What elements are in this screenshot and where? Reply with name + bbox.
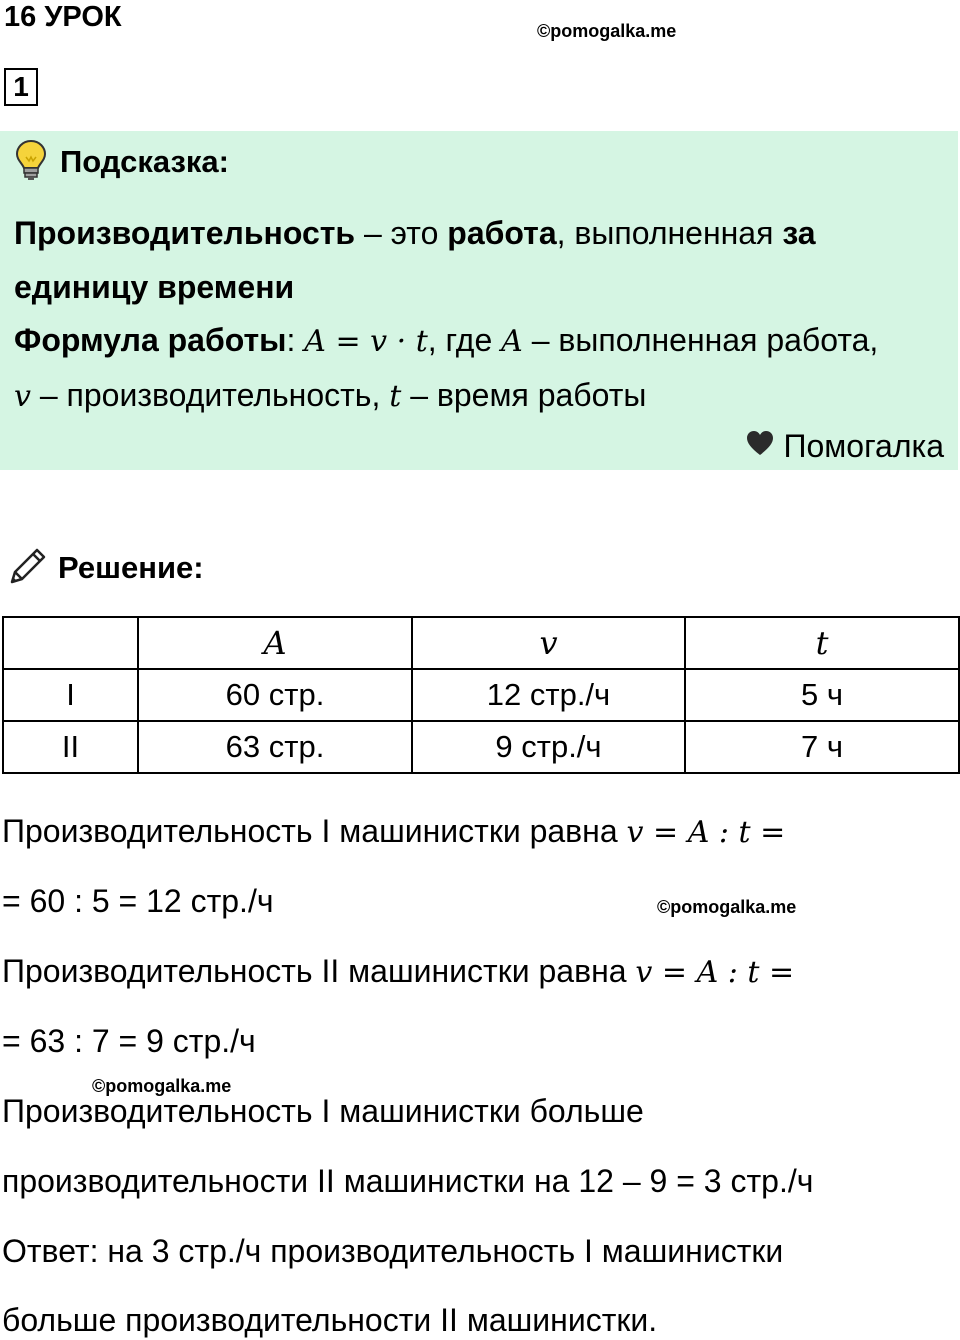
formula-label: Формула работы <box>14 322 287 358</box>
term-work: работа <box>447 215 557 251</box>
table-cell: 5 ч <box>685 669 959 721</box>
watermark-middle: ©pomogalka.me <box>657 897 797 917</box>
table-cell: 12 стр./ч <box>412 669 685 721</box>
table-cell: 63 стр. <box>138 721 412 773</box>
rate-formula: v = A : t = <box>626 815 786 850</box>
solution-header <box>6 543 204 593</box>
solution-line-5: Производительность I машинистки больше <box>2 1093 644 1129</box>
lightbulb-icon <box>14 139 48 186</box>
solution-line-4: = 63 : 7 = 9 стр./ч <box>2 1023 256 1059</box>
table-cell: II <box>3 721 138 773</box>
var-t: t <box>389 378 402 414</box>
text-fragment: – время работы <box>401 376 647 413</box>
text-fragment: Производительность II машинистки равна <box>2 953 636 989</box>
table-header-cell: v <box>412 617 685 669</box>
rate-formula: v = A : t = <box>635 955 795 990</box>
answer-line-2: больше производительности II машинистки. <box>2 1302 658 1338</box>
text-fragment: – это <box>355 215 448 251</box>
table-header-cell <box>3 617 138 669</box>
table-cell: 7 ч <box>685 721 959 773</box>
watermark-top: ©pomogalka.me <box>537 21 677 41</box>
hint-header <box>14 140 229 184</box>
text-fragment: , выполненная <box>556 215 783 251</box>
watermark-bottom: ©pomogalka.me <box>92 1076 232 1096</box>
hint-text <box>14 207 944 423</box>
solution-table <box>2 616 960 774</box>
solution-line-6: производительности II машинистки на 12 – 9 = 3 стр./ч <box>2 1163 814 1199</box>
solution-title: Решение: <box>58 550 204 585</box>
brand-name: Помогалка <box>783 428 944 464</box>
text-fragment: : <box>286 322 305 358</box>
heart-icon <box>745 426 783 466</box>
work-formula: A = v · t <box>304 324 428 359</box>
var-v: v <box>14 378 31 414</box>
text-fragment: – производительность, <box>30 376 390 413</box>
table-row <box>3 669 959 721</box>
table-header-row <box>3 617 959 669</box>
table-cell: I <box>3 669 138 721</box>
lesson-title: 16 УРОК <box>4 1 122 33</box>
task-number: 1 <box>4 68 38 106</box>
var-a: A <box>501 324 523 359</box>
table-header-cell: A <box>138 617 412 669</box>
answer-line-1: Ответ: на 3 стр./ч производительность I машинистки <box>2 1233 784 1269</box>
term-per: за <box>782 215 816 251</box>
term-productivity: Производительность <box>14 215 356 251</box>
text-fragment: – выполненная работа, <box>522 322 879 358</box>
solution-line-2: = 60 : 5 = 12 стр./ч <box>2 883 274 919</box>
solution-line-3 <box>2 951 794 993</box>
term-unit-time: единицу времени <box>14 268 295 305</box>
hint-title: Подсказка: <box>60 144 229 179</box>
solution-line-1 <box>2 811 785 853</box>
text-fragment: Производительность I машинистки равна <box>2 813 627 849</box>
table-cell: 9 стр./ч <box>412 721 685 773</box>
text-fragment: , где <box>427 322 502 358</box>
table-row <box>3 721 959 773</box>
table-header-cell: t <box>685 617 959 669</box>
brand-signature <box>745 426 944 466</box>
pencil-icon <box>6 544 50 593</box>
table-cell: 60 стр. <box>138 669 412 721</box>
